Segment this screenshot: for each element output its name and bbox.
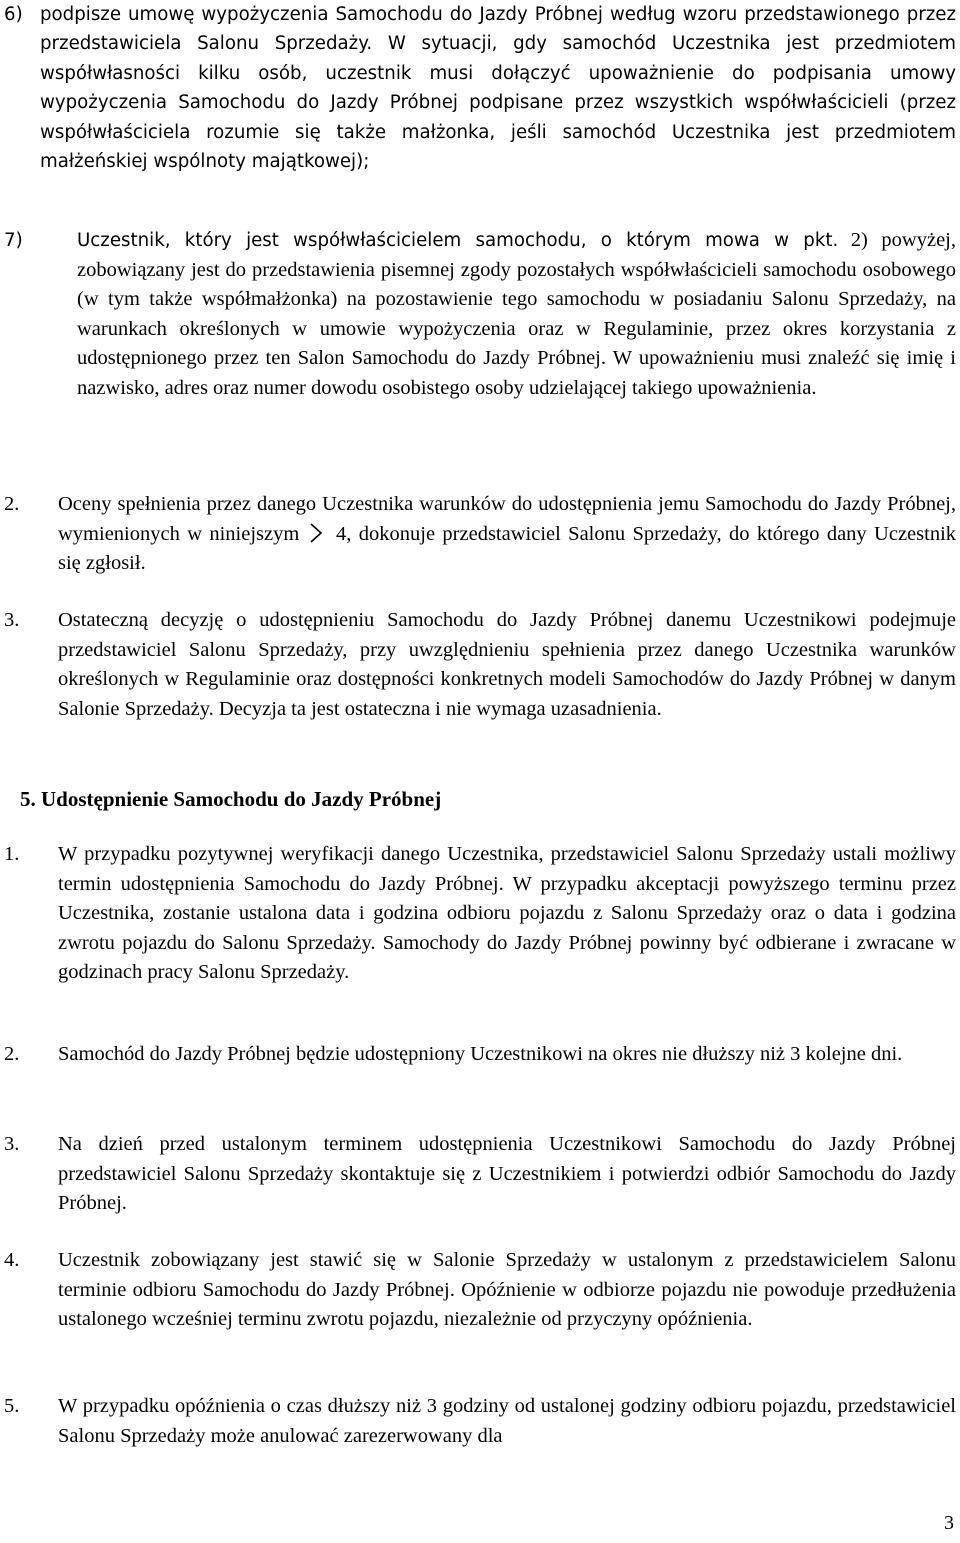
list-number: 1. (4, 843, 20, 865)
paragraph-s4-2-text-before: Oceny spełnienia przez danego Uczestnika warunków do udostępnienia jemu Samochodu do Jazdy Próbnej, wymienionych w niniejszym (58, 493, 956, 545)
list-number: 4. (4, 1249, 20, 1271)
list-number: 7) (4, 230, 23, 251)
list-number: 3. (4, 1133, 20, 1155)
paragraph-7-serif-text: 2) powyżej, zobowiązany jest do przedstawienia pisemnej zgody pozostałych współwłaścicieli samochodu osobowego (w tym także współmałżonka) na pozostawienie tego samochodu w posiadaniu Salonu Sprzedaży, na warunkach określonych w umowie wypożyczenia oraz w Regulaminie, przez okres korzystania z udostępnionego przez ten Salon Samochodu do Jazdy Próbnej. W upoważnieniu musi znaleźć się imię i nazwisko, adres oraz numer dowodu osobistego osoby udzielającej takiego upoważnienia. (77, 229, 957, 399)
list-number: 6) (4, 4, 23, 25)
list-number: 3. (4, 609, 20, 631)
section5-item-1: W przypadku pozytywnej weryfikacji danego Uczestnika, przedstawiciel Salonu Sprzedaży ustali możliwy termin udostępnienia Samochodu do Jazdy Próbnej. W przypadku akceptacji powyższego terminu przez Uczestnika, zostanie ustalona data i godzina odbioru pojazdu z Salonu Sprzedaży oraz o data i godzina zwrotu pojazdu do Salonu Sprzedaży. Samochody do Jazdy Próbnej powinny być odbierane i zwracane w godzinach pracy Salonu Sprzedaży. (58, 843, 956, 983)
paragraph-7 (77, 226, 956, 403)
list-number: 2. (4, 1043, 20, 1065)
paragraph-6: podpisze umowę wypożyczenia Samochodu do Jazdy Próbnej według wzoru przedstawionego przez przedstawiciela Salonu Sprzedaży. W sytuacji, gdy samochód Uczestnika jest przedmiotem współwłasności kilku osób, uczestnik musi dołączyć upoważnienie do podpisania umowy wypożyczenia Samochodu do Jazdy Próbnej podpisane przez wszystkich współwłaścicieli (przez współwłaściciela rozumie się także małżonka, jeśli samochód Uczestnika jest przedmiotem małżeńskiej wspólnoty majątkowej); (40, 4, 956, 173)
section-symbol-icon (307, 520, 329, 550)
paragraph-s4-2 (58, 490, 956, 579)
section5-item-5: W przypadku opóźnienia o czas dłuższy niż 3 godziny od ustalonej godziny odbioru pojazdu, przedstawiciel Salonu Sprzedaży może anulować zarezerwowany dla (58, 1395, 956, 1447)
section5-item-3: Na dzień przed ustalonym terminem udostępnienia Uczestnikowi Samochodu do Jazdy Próbnej przedstawiciel Salonu Sprzedaży skontaktuje się z Uczestnikiem i potwierdzi odbiór Samochodu do Jazdy Próbnej. (58, 1133, 956, 1214)
paragraph-s4-2-text-after: 4, dokonuje przedstawiciel Salonu Sprzedaży, do którego dany Uczestnik się zgłosił. (58, 522, 957, 574)
paragraph-7-sans-text: Uczestnik, który jest współwłaścicielem samochodu, o którym mowa w pkt. (77, 230, 839, 251)
list-number: 5. (4, 1395, 20, 1417)
section5-item-2: Samochód do Jazdy Próbnej będzie udostępniony Uczestnikowi na okres nie dłuższy niż 3 kolejne dni. (58, 1043, 903, 1065)
list-number: 2. (4, 493, 20, 515)
section5-item-4: Uczestnik zobowiązany jest stawić się w Salonie Sprzedaży w ustalonym z przedstawicielem Salonu terminie odbioru Samochodu do Jazdy Próbnej. Opóźnienie w odbiorze pojazdu nie powoduje przedłużenia ustalonego wcześniej terminu zwrotu pojazdu, niezależnie od przyczyny opóźnienia. (58, 1249, 956, 1330)
page-number: 3 (944, 1512, 954, 1534)
section-heading: 5. Udostępnienie Samochodu do Jazdy Próbnej (20, 787, 442, 811)
paragraph-s4-3: Ostateczną decyzję o udostępnieniu Samochodu do Jazdy Próbnej danemu Uczestnikowi podejmuje przedstawiciel Salonu Sprzedaży, przy uwzględnieniu spełnienia przez danego Uczestnika warunków określonych w Regulaminie oraz dostępności konkretnych modeli Samochodów do Jazdy Próbnej w danym Salonie Sprzedaży. Decyzja ta jest ostateczna i nie wymaga uzasadnienia. (58, 609, 956, 720)
